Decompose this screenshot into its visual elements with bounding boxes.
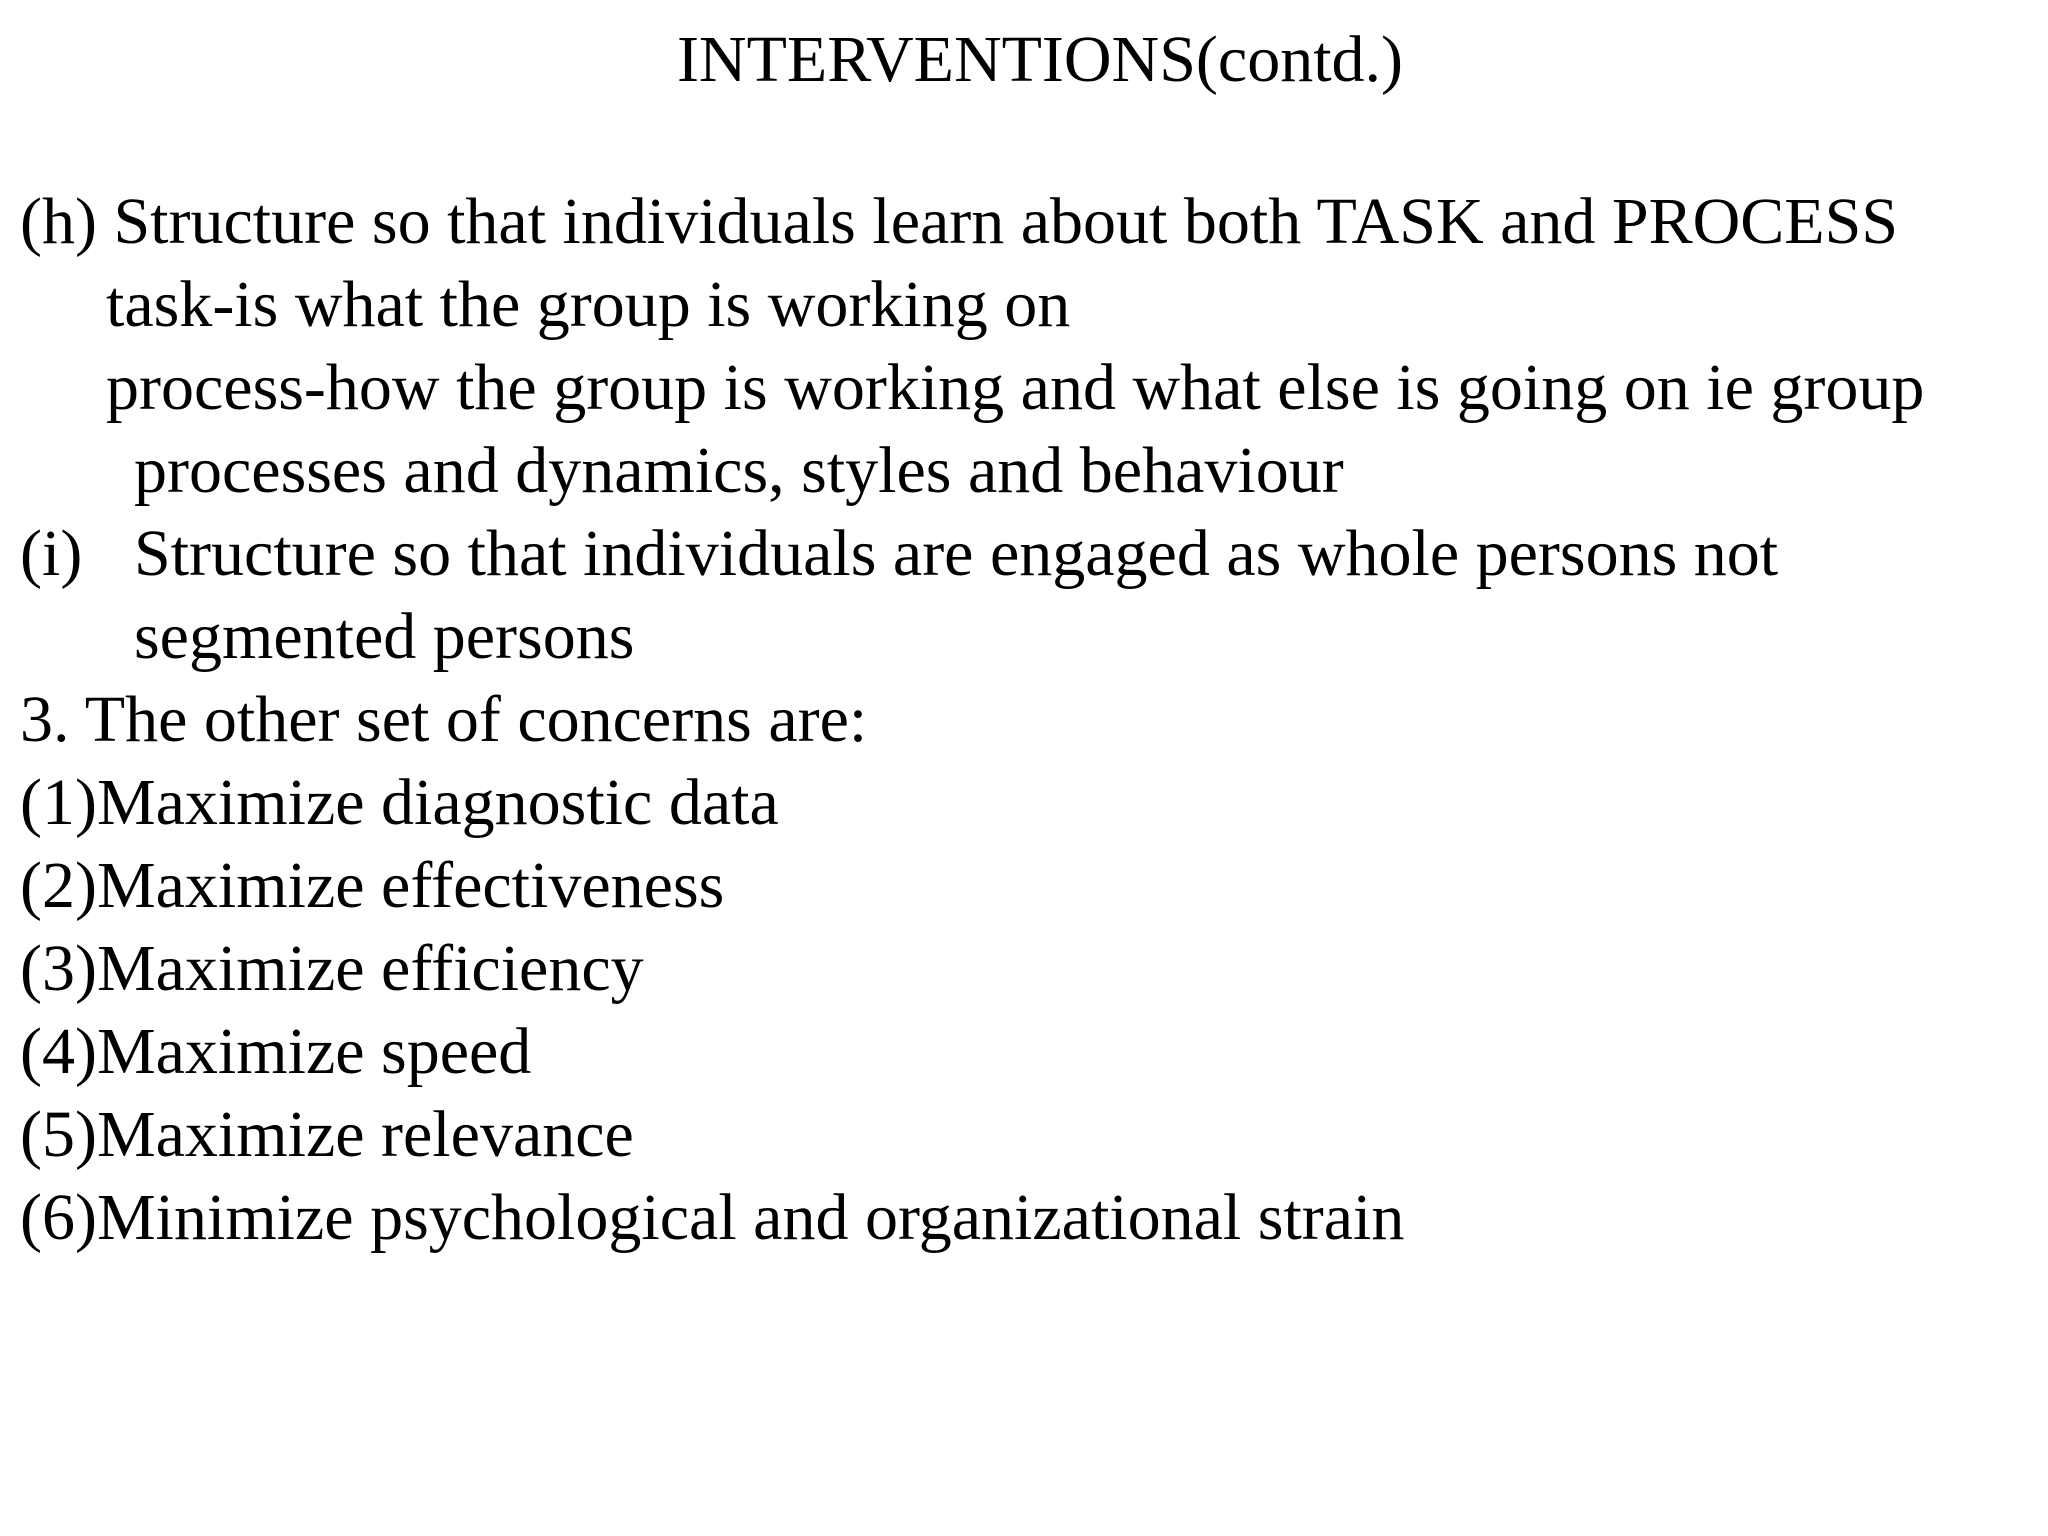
concern-item-1: (1)Maximize diagnostic data xyxy=(20,766,779,839)
item-h-line-1: (h) Structure so that individuals learn about both TASK and PROCESS xyxy=(20,185,1899,258)
item-h-line-2: task-is what the group is working on xyxy=(106,268,1071,341)
concerns-heading: 3. The other set of concerns are: xyxy=(20,683,868,756)
concern-item-4: (4)Maximize speed xyxy=(20,1015,532,1088)
slide-title: INTERVENTIONS(contd.) xyxy=(676,23,1404,96)
concern-item-2: (2)Maximize effectiveness xyxy=(20,849,725,922)
concern-item-3: (3)Maximize efficiency xyxy=(20,932,644,1005)
item-h-line-3: process-how the group is working and what else is going on ie group xyxy=(106,351,1925,424)
concern-item-6: (6)Minimize psychological and organizational strain xyxy=(20,1181,1405,1254)
concern-item-5: (5)Maximize relevance xyxy=(20,1098,634,1171)
item-i-line-1: Structure so that individuals are engaged as whole persons not xyxy=(134,517,1779,590)
item-h-line-4: processes and dynamics, styles and behaviour xyxy=(134,434,1344,507)
item-i-line-2: segmented persons xyxy=(134,600,635,673)
item-i-marker: (i) xyxy=(20,517,83,590)
